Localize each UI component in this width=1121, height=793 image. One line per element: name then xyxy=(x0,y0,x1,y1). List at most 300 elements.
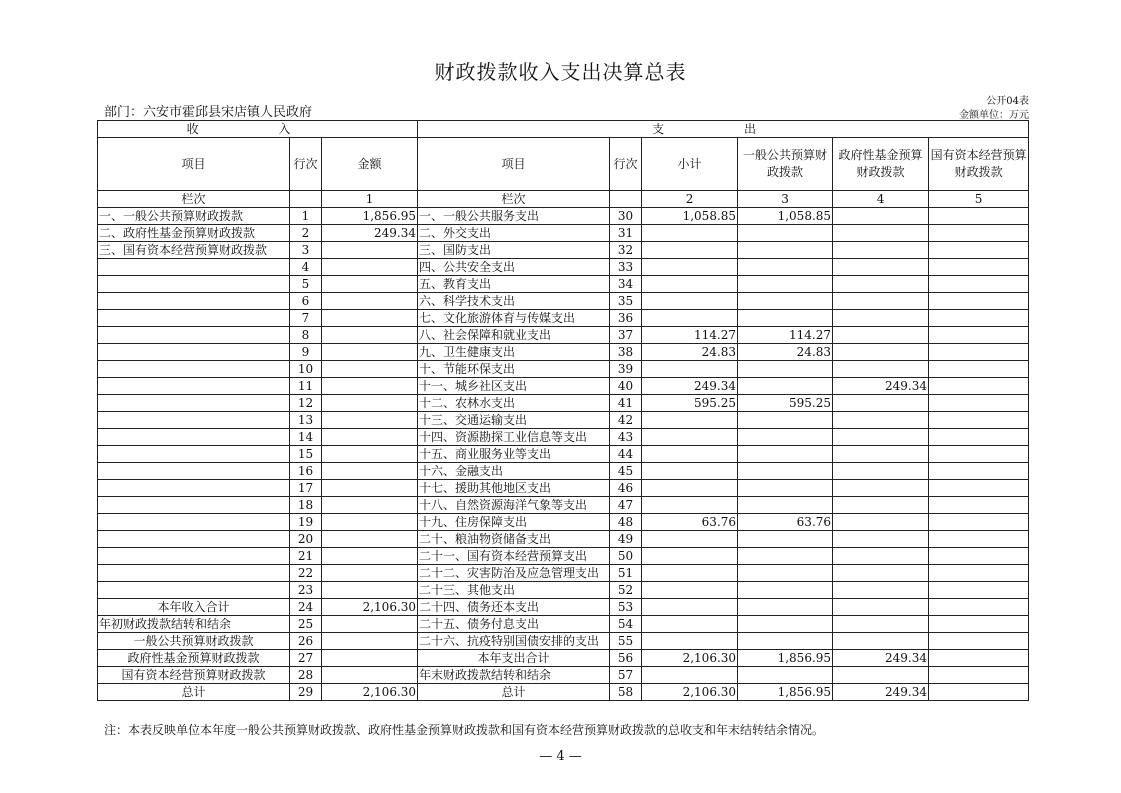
expense-item-cell: 十、节能环保支出 xyxy=(418,361,610,378)
col-index-label: 栏次 xyxy=(98,191,290,208)
expense-item-cell: 三、国防支出 xyxy=(418,242,610,259)
general-budget-cell xyxy=(738,412,833,429)
income-rowno-cell: 25 xyxy=(290,616,322,633)
col-index-label-expense: 栏次 xyxy=(418,191,610,208)
col-index-5: 5 xyxy=(929,191,1029,208)
income-amount-cell xyxy=(322,633,418,650)
table-row xyxy=(98,310,1029,327)
expense-rowno-cell: 51 xyxy=(610,565,642,582)
subtotal-cell xyxy=(642,582,738,599)
expense-item-cell: 二十一、国有资本经营预算支出 xyxy=(418,548,610,565)
state-capital-cell xyxy=(929,259,1029,276)
income-rowno-cell: 22 xyxy=(290,565,322,582)
general-budget-cell: 595.25 xyxy=(738,395,833,412)
state-capital-cell xyxy=(929,497,1029,514)
expense-rowno-cell: 31 xyxy=(610,225,642,242)
expense-rowno-cell: 46 xyxy=(610,480,642,497)
income-amount-cell xyxy=(322,463,418,480)
gov-fund-cell: 249.34 xyxy=(833,684,929,701)
subtotal-cell xyxy=(642,497,738,514)
expense-rowno-cell: 57 xyxy=(610,667,642,684)
gov-fund-cell xyxy=(833,463,929,480)
col-header-expense-item: 项目 xyxy=(418,138,610,191)
subtotal-cell xyxy=(642,446,738,463)
gov-fund-cell xyxy=(833,276,929,293)
income-amount-cell xyxy=(322,378,418,395)
gov-fund-cell xyxy=(833,225,929,242)
col-index-blank xyxy=(290,191,322,208)
subtotal-cell: 24.83 xyxy=(642,344,738,361)
income-amount-cell xyxy=(322,497,418,514)
col-header-state: 国有资本经营预算财政拨款 xyxy=(929,138,1029,191)
gov-fund-cell xyxy=(833,242,929,259)
gov-fund-cell xyxy=(833,582,929,599)
income-item-cell xyxy=(98,548,290,565)
state-capital-cell xyxy=(929,548,1029,565)
expense-rowno-cell: 42 xyxy=(610,412,642,429)
income-rowno-cell: 12 xyxy=(290,395,322,412)
expense-item-cell: 二十五、债务付息支出 xyxy=(418,616,610,633)
subtotal-cell xyxy=(642,480,738,497)
table-row xyxy=(98,684,1029,701)
expense-item-cell: 二十六、抗疫特别国债安排的支出 xyxy=(418,633,610,650)
table-row xyxy=(98,327,1029,344)
subtotal-cell xyxy=(642,429,738,446)
col-header-amount: 金额 xyxy=(322,138,418,191)
income-amount-cell xyxy=(322,344,418,361)
income-amount-cell xyxy=(322,616,418,633)
state-capital-cell xyxy=(929,276,1029,293)
table-row xyxy=(98,463,1029,480)
income-rowno-cell: 1 xyxy=(290,208,322,225)
income-rowno-cell: 14 xyxy=(290,429,322,446)
expense-item-cell: 二、外交支出 xyxy=(418,225,610,242)
expense-item-cell: 二十三、其他支出 xyxy=(418,582,610,599)
general-budget-cell xyxy=(738,531,833,548)
expense-item-cell: 一、一般公共服务支出 xyxy=(418,208,610,225)
gov-fund-cell xyxy=(833,344,929,361)
state-capital-cell xyxy=(929,310,1029,327)
income-amount-cell xyxy=(322,548,418,565)
form-code: 公开04表 xyxy=(986,96,1029,107)
income-item-cell xyxy=(98,582,290,599)
income-item-cell: 一、一般公共预算财政拨款 xyxy=(98,208,290,225)
table-row xyxy=(98,582,1029,599)
state-capital-cell xyxy=(929,429,1029,446)
state-capital-cell xyxy=(929,327,1029,344)
income-amount-cell xyxy=(322,412,418,429)
gov-fund-cell xyxy=(833,616,929,633)
general-budget-cell xyxy=(738,378,833,395)
subtotal-cell xyxy=(642,565,738,582)
income-rowno-cell: 28 xyxy=(290,667,322,684)
state-capital-cell xyxy=(929,633,1029,650)
gov-fund-cell xyxy=(833,446,929,463)
table-row xyxy=(98,497,1029,514)
income-item-cell: 三、国有资本经营预算财政拨款 xyxy=(98,242,290,259)
state-capital-cell xyxy=(929,412,1029,429)
expense-rowno-cell: 43 xyxy=(610,429,642,446)
state-capital-cell xyxy=(929,361,1029,378)
expense-rowno-cell: 49 xyxy=(610,531,642,548)
table-row xyxy=(98,242,1029,259)
income-item-cell xyxy=(98,463,290,480)
general-budget-cell: 1,856.95 xyxy=(738,684,833,701)
expense-item-cell: 十四、资源勘探工业信息等支出 xyxy=(418,429,610,446)
col-index-2: 2 xyxy=(642,191,738,208)
expense-rowno-cell: 39 xyxy=(610,361,642,378)
income-item-cell xyxy=(98,480,290,497)
expense-item-cell: 九、卫生健康支出 xyxy=(418,344,610,361)
gov-fund-cell xyxy=(833,497,929,514)
subtotal-cell: 1,058.85 xyxy=(642,208,738,225)
state-capital-cell xyxy=(929,531,1029,548)
income-amount-cell xyxy=(322,667,418,684)
income-rowno-cell: 3 xyxy=(290,242,322,259)
subtotal-cell: 2,106.30 xyxy=(642,684,738,701)
income-amount-cell xyxy=(322,565,418,582)
general-budget-cell xyxy=(738,446,833,463)
expense-rowno-cell: 41 xyxy=(610,395,642,412)
state-capital-cell xyxy=(929,667,1029,684)
col-index-3: 3 xyxy=(738,191,833,208)
income-rowno-cell: 4 xyxy=(290,259,322,276)
income-rowno-cell: 8 xyxy=(290,327,322,344)
expense-header: 支 出 xyxy=(418,121,1029,138)
expense-item-cell: 七、文化旅游体育与传媒支出 xyxy=(418,310,610,327)
table-row xyxy=(98,565,1029,582)
col-index-4: 4 xyxy=(833,191,929,208)
income-item-cell xyxy=(98,514,290,531)
income-item-cell xyxy=(98,531,290,548)
state-capital-cell xyxy=(929,463,1029,480)
expense-rowno-cell: 55 xyxy=(610,633,642,650)
income-item-cell: 年初财政拨款结转和结余 xyxy=(98,616,290,633)
general-budget-cell xyxy=(738,463,833,480)
gov-fund-cell xyxy=(833,480,929,497)
income-item-cell: 政府性基金预算财政拨款 xyxy=(98,650,290,667)
income-rowno-cell: 13 xyxy=(290,412,322,429)
expense-item-cell: 十七、援助其他地区支出 xyxy=(418,480,610,497)
general-budget-cell xyxy=(738,361,833,378)
income-amount-cell xyxy=(322,395,418,412)
income-item-cell xyxy=(98,497,290,514)
col-index-blank-expense xyxy=(610,191,642,208)
expense-rowno-cell: 38 xyxy=(610,344,642,361)
income-item-cell xyxy=(98,259,290,276)
expense-item-cell: 八、社会保障和就业支出 xyxy=(418,327,610,344)
general-budget-cell xyxy=(738,599,833,616)
expense-rowno-cell: 35 xyxy=(610,293,642,310)
income-item-cell: 国有资本经营预算财政拨款 xyxy=(98,667,290,684)
state-capital-cell xyxy=(929,395,1029,412)
expense-rowno-cell: 58 xyxy=(610,684,642,701)
table-row xyxy=(98,208,1029,225)
expense-rowno-cell: 33 xyxy=(610,259,642,276)
subtotal-cell xyxy=(642,225,738,242)
general-budget-cell xyxy=(738,259,833,276)
table-row xyxy=(98,412,1029,429)
income-item-cell xyxy=(98,310,290,327)
income-rowno-cell: 7 xyxy=(290,310,322,327)
table-row xyxy=(98,616,1029,633)
table-row xyxy=(98,650,1029,667)
state-capital-cell xyxy=(929,344,1029,361)
gov-fund-cell xyxy=(833,633,929,650)
income-rowno-cell: 23 xyxy=(290,582,322,599)
table-row xyxy=(98,344,1029,361)
expense-rowno-cell: 37 xyxy=(610,327,642,344)
subtotal-cell xyxy=(642,633,738,650)
gov-fund-cell xyxy=(833,514,929,531)
income-rowno-cell: 20 xyxy=(290,531,322,548)
gov-fund-cell: 249.34 xyxy=(833,650,929,667)
page-title: 财政拨款收入支出决算总表 xyxy=(434,60,687,84)
subtotal-cell xyxy=(642,616,738,633)
income-item-cell xyxy=(98,327,290,344)
general-budget-cell xyxy=(738,633,833,650)
state-capital-cell xyxy=(929,480,1029,497)
general-budget-cell: 63.76 xyxy=(738,514,833,531)
income-item-cell xyxy=(98,378,290,395)
expense-rowno-cell: 30 xyxy=(610,208,642,225)
col-header-subtotal: 小计 xyxy=(642,138,738,191)
state-capital-cell xyxy=(929,650,1029,667)
income-item-cell: 总计 xyxy=(98,684,290,701)
expense-rowno-cell: 56 xyxy=(610,650,642,667)
gov-fund-cell xyxy=(833,395,929,412)
expense-item-cell: 十五、商业服务业等支出 xyxy=(418,446,610,463)
gov-fund-cell xyxy=(833,208,929,225)
header-row-sections xyxy=(98,121,1029,138)
table-row xyxy=(98,599,1029,616)
expense-rowno-cell: 45 xyxy=(610,463,642,480)
table-row xyxy=(98,276,1029,293)
subtotal-cell xyxy=(642,242,738,259)
header-row-columns xyxy=(98,138,1029,191)
expense-rowno-cell: 54 xyxy=(610,616,642,633)
col-header-expense-rowno: 行次 xyxy=(610,138,642,191)
income-item-cell: 二、政府性基金预算财政拨款 xyxy=(98,225,290,242)
general-budget-cell: 114.27 xyxy=(738,327,833,344)
table-row xyxy=(98,667,1029,684)
income-header: 收 入 xyxy=(98,121,418,138)
col-header-income-rowno: 行次 xyxy=(290,138,322,191)
table-row xyxy=(98,548,1029,565)
expense-rowno-cell: 50 xyxy=(610,548,642,565)
subtotal-cell: 2,106.30 xyxy=(642,650,738,667)
expense-item-cell: 五、教育支出 xyxy=(418,276,610,293)
gov-fund-cell xyxy=(833,599,929,616)
expense-rowno-cell: 34 xyxy=(610,276,642,293)
income-rowno-cell: 17 xyxy=(290,480,322,497)
income-rowno-cell: 24 xyxy=(290,599,322,616)
expense-item-cell: 本年支出合计 xyxy=(418,650,610,667)
expense-rowno-cell: 53 xyxy=(610,599,642,616)
income-item-cell xyxy=(98,293,290,310)
income-item-cell xyxy=(98,395,290,412)
income-amount-cell xyxy=(322,429,418,446)
table-row xyxy=(98,514,1029,531)
income-item-cell: 本年收入合计 xyxy=(98,599,290,616)
income-amount-cell xyxy=(322,531,418,548)
state-capital-cell xyxy=(929,599,1029,616)
expense-item-cell: 二十、粮油物资储备支出 xyxy=(418,531,610,548)
expense-item-cell: 十二、农林水支出 xyxy=(418,395,610,412)
income-rowno-cell: 21 xyxy=(290,548,322,565)
income-rowno-cell: 6 xyxy=(290,293,322,310)
expense-rowno-cell: 40 xyxy=(610,378,642,395)
income-amount-cell: 2,106.30 xyxy=(322,684,418,701)
general-budget-cell xyxy=(738,310,833,327)
general-budget-cell xyxy=(738,242,833,259)
income-amount-cell: 249.34 xyxy=(322,225,418,242)
table-row xyxy=(98,361,1029,378)
subtotal-cell xyxy=(642,276,738,293)
unit-label: 金额单位：万元 xyxy=(959,110,1029,121)
expense-item-cell: 六、科学技术支出 xyxy=(418,293,610,310)
subtotal-cell xyxy=(642,548,738,565)
gov-fund-cell xyxy=(833,548,929,565)
expense-item-cell: 二十四、债务还本支出 xyxy=(418,599,610,616)
general-budget-cell xyxy=(738,548,833,565)
income-item-cell: 一般公共预算财政拨款 xyxy=(98,633,290,650)
general-budget-cell: 1,856.95 xyxy=(738,650,833,667)
expense-rowno-cell: 44 xyxy=(610,446,642,463)
general-budget-cell: 24.83 xyxy=(738,344,833,361)
income-rowno-cell: 5 xyxy=(290,276,322,293)
table-row xyxy=(98,531,1029,548)
income-rowno-cell: 26 xyxy=(290,633,322,650)
gov-fund-cell xyxy=(833,310,929,327)
general-budget-cell xyxy=(738,667,833,684)
state-capital-cell xyxy=(929,582,1029,599)
gov-fund-cell: 249.34 xyxy=(833,378,929,395)
expense-rowno-cell: 52 xyxy=(610,582,642,599)
gov-fund-cell xyxy=(833,429,929,446)
general-budget-cell xyxy=(738,497,833,514)
gov-fund-cell xyxy=(833,412,929,429)
expense-item-cell: 总计 xyxy=(418,684,610,701)
subtotal-cell xyxy=(642,412,738,429)
income-amount-cell xyxy=(322,446,418,463)
income-item-cell xyxy=(98,565,290,582)
expense-item-cell: 十三、交通运输支出 xyxy=(418,412,610,429)
income-rowno-cell: 15 xyxy=(290,446,322,463)
income-amount-cell xyxy=(322,293,418,310)
subtotal-cell xyxy=(642,259,738,276)
table-row xyxy=(98,225,1029,242)
subtotal-cell xyxy=(642,293,738,310)
state-capital-cell xyxy=(929,514,1029,531)
income-rowno-cell: 27 xyxy=(290,650,322,667)
subtotal-cell xyxy=(642,599,738,616)
income-rowno-cell: 29 xyxy=(290,684,322,701)
gov-fund-cell xyxy=(833,259,929,276)
general-budget-cell xyxy=(738,480,833,497)
general-budget-cell xyxy=(738,293,833,310)
income-item-cell xyxy=(98,361,290,378)
state-capital-cell xyxy=(929,378,1029,395)
general-budget-cell xyxy=(738,276,833,293)
subtotal-cell xyxy=(642,667,738,684)
col-index-1: 1 xyxy=(322,191,418,208)
income-amount-cell xyxy=(322,310,418,327)
subtotal-cell xyxy=(642,531,738,548)
income-item-cell xyxy=(98,429,290,446)
table-row xyxy=(98,259,1029,276)
income-amount-cell: 1,856.95 xyxy=(322,208,418,225)
state-capital-cell xyxy=(929,684,1029,701)
income-amount-cell xyxy=(322,259,418,276)
general-budget-cell xyxy=(738,565,833,582)
expense-item-cell: 十八、自然资源海洋气象等支出 xyxy=(418,497,610,514)
subtotal-cell: 114.27 xyxy=(642,327,738,344)
state-capital-cell xyxy=(929,565,1029,582)
expense-item-cell: 十一、城乡社区支出 xyxy=(418,378,610,395)
income-amount-cell xyxy=(322,650,418,667)
table-row xyxy=(98,446,1029,463)
state-capital-cell xyxy=(929,242,1029,259)
gov-fund-cell xyxy=(833,531,929,548)
income-item-cell xyxy=(98,412,290,429)
expense-rowno-cell: 36 xyxy=(610,310,642,327)
state-capital-cell xyxy=(929,293,1029,310)
income-item-cell xyxy=(98,276,290,293)
expense-item-cell: 年末财政拨款结转和结余 xyxy=(418,667,610,684)
table-row xyxy=(98,480,1029,497)
income-rowno-cell: 19 xyxy=(290,514,322,531)
gov-fund-cell xyxy=(833,293,929,310)
state-capital-cell xyxy=(929,208,1029,225)
income-amount-cell xyxy=(322,276,418,293)
income-rowno-cell: 9 xyxy=(290,344,322,361)
gov-fund-cell xyxy=(833,667,929,684)
income-rowno-cell: 2 xyxy=(290,225,322,242)
income-amount-cell: 2,106.30 xyxy=(322,599,418,616)
gov-fund-cell xyxy=(833,327,929,344)
subtotal-cell xyxy=(642,310,738,327)
page-number: — 4 — xyxy=(539,749,582,764)
expense-rowno-cell: 48 xyxy=(610,514,642,531)
col-header-fund: 政府性基金预算财政拨款 xyxy=(833,138,929,191)
expense-item-cell: 十六、金融支出 xyxy=(418,463,610,480)
income-amount-cell xyxy=(322,361,418,378)
table-row xyxy=(98,395,1029,412)
table-row xyxy=(98,293,1029,310)
income-rowno-cell: 11 xyxy=(290,378,322,395)
income-amount-cell xyxy=(322,514,418,531)
department-label: 部门：六安市霍邱县宋店镇人民政府 xyxy=(104,105,313,120)
col-header-general: 一般公共预算财政拨款 xyxy=(738,138,833,191)
income-amount-cell xyxy=(322,582,418,599)
table-row xyxy=(98,429,1029,446)
general-budget-cell xyxy=(738,429,833,446)
expense-item-cell: 十九、住房保障支出 xyxy=(418,514,610,531)
col-header-income-item: 项目 xyxy=(98,138,290,191)
state-capital-cell xyxy=(929,446,1029,463)
state-capital-cell xyxy=(929,616,1029,633)
subtotal-cell: 595.25 xyxy=(642,395,738,412)
header-row-column-index xyxy=(98,191,1029,208)
subtotal-cell xyxy=(642,361,738,378)
general-budget-cell xyxy=(738,582,833,599)
budget-table xyxy=(97,120,1029,701)
general-budget-cell xyxy=(738,616,833,633)
expense-rowno-cell: 32 xyxy=(610,242,642,259)
subtotal-cell: 63.76 xyxy=(642,514,738,531)
income-amount-cell xyxy=(322,242,418,259)
